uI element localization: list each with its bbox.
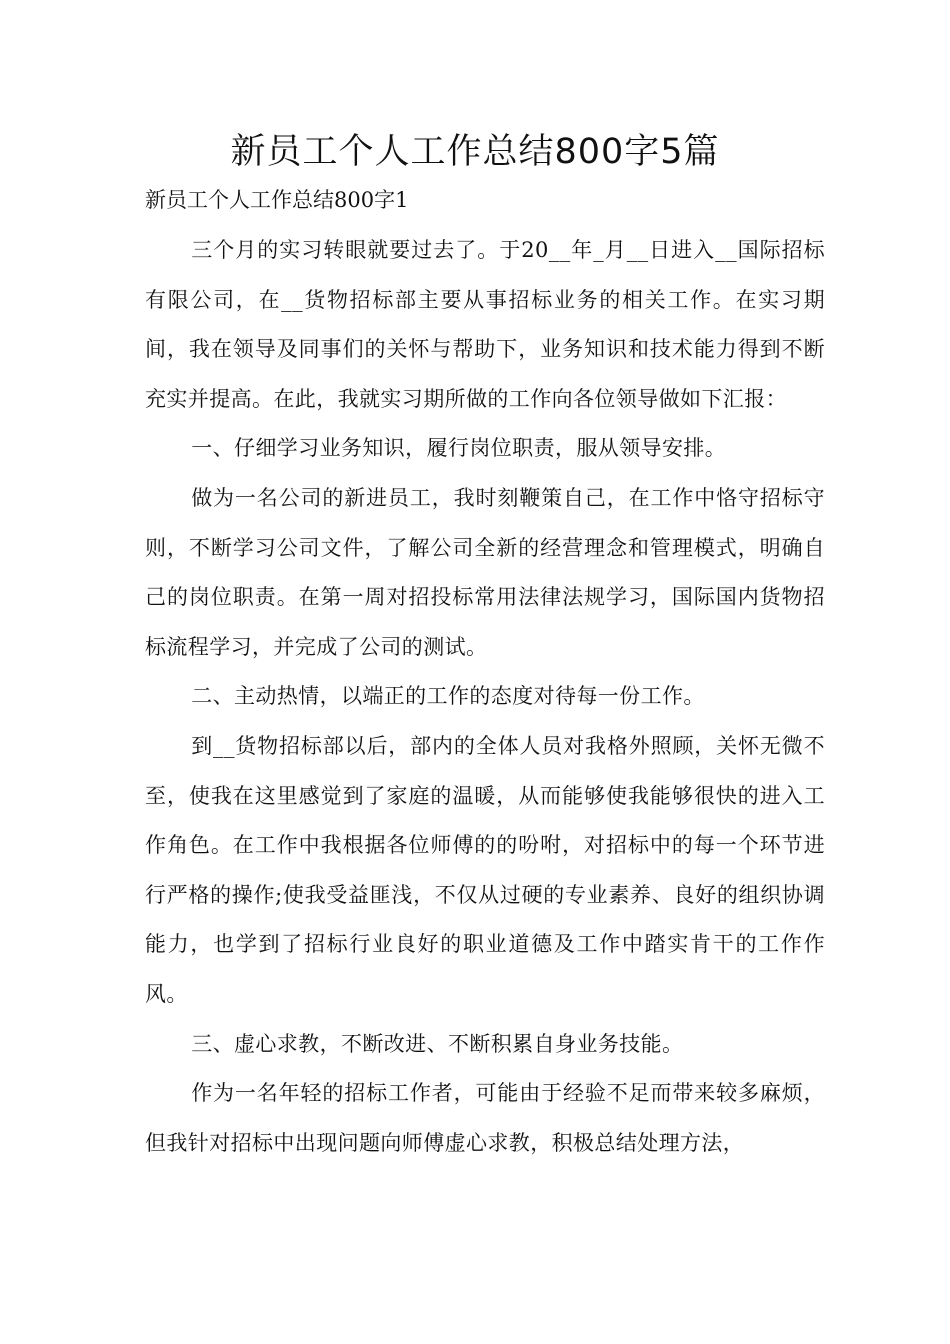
paragraph-heading-3: 三、虚心求教，不断改进、不断积累自身业务技能。 (191, 1031, 684, 1056)
document-body (145, 226, 825, 1168)
paragraph-heading-1: 一、仔细学习业务知识，履行岗位职责，服从领导安排。 (191, 436, 727, 461)
document-title: 新员工个人工作总结800字5篇 (230, 132, 720, 172)
paragraph-intro: 三个月的实习转眼就要过去了。于20__年_月__日进入__国际招标有限公司，在__货物招标部主要从事招标业务的相关工作。在实习期间，我在领导及同事们的关怀与帮助下，业务知识和技术能力得到不断充实并提高。在此，我就实习期所做的工作向各位领导做如下汇报： (145, 238, 825, 411)
section-heading: 新员工个人工作总结800字1 (145, 188, 409, 212)
paragraph-heading-2: 二、主动热情，以端正的工作的态度对待每一份工作。 (191, 684, 705, 709)
paragraph-body-2: 到__货物招标部以后，部内的全体人员对我格外照顾，关怀无微不至，使我在这里感觉到了家庭的温暖，从而能够使我能够很快的进入工作角色。在工作中我根据各位师傅的的吩咐，对招标中的每一个环节进行严格的操作;使我受益匪浅，不仅从过硬的专业素养、良好的组织协调能力，也学到了招标行业良好的职业道德及工作中踏实肯干的工作作风。 (145, 733, 825, 1006)
paragraph-body-1: 做为一名公司的新进员工，我时刻鞭策自己，在工作中恪守招标守则，不断学习公司文件，了解公司全新的经营理念和管理模式，明确自己的岗位职责。在第一周对招投标常用法律法规学习，国际国内货物招标流程学习，并完成了公司的测试。 (145, 485, 825, 659)
paragraph-body-3: 作为一名年轻的招标工作者，可能由于经验不足而带来较多麻烦，但我针对招标中出现问题向师傅虚心求教，积极总结处理方法， (145, 1081, 825, 1155)
